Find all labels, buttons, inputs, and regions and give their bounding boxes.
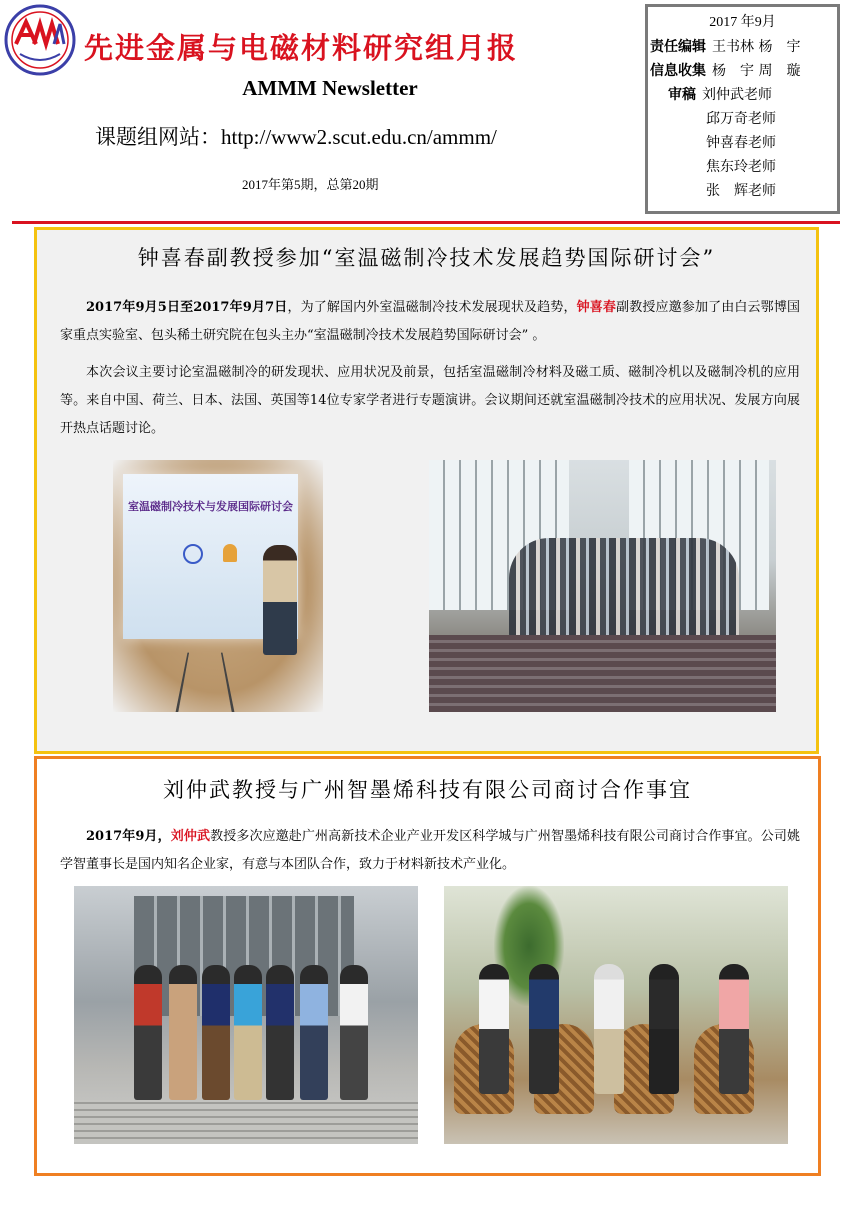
reviewer-name: 邱万奇老师 — [706, 111, 776, 127]
article-date: 2017年9月， — [86, 829, 171, 844]
person-figure — [479, 964, 509, 1094]
person-figure — [649, 964, 679, 1094]
person-figure — [169, 965, 197, 1100]
person-figure — [234, 965, 262, 1100]
attendee-crowd — [509, 538, 739, 638]
editorial-info-box — [645, 4, 840, 214]
person-figure — [594, 964, 624, 1094]
person-figure — [266, 965, 294, 1100]
highlight-name: 钟喜春 — [576, 300, 617, 315]
photo-team-outdoor — [74, 886, 418, 1144]
person-figure — [134, 965, 162, 1100]
editor-label: 责任编辑 — [650, 39, 706, 55]
issue-number: 2017年第5期，总第20期 — [242, 177, 379, 192]
article-title: 钟喜春副教授参加“室温磁制冷技术发展趋势国际研讨会” — [137, 246, 716, 270]
article-title: 刘仲武教授与广州智墨烯科技有限公司商讨合作事宜 — [163, 778, 692, 802]
reviewer-name: 刘仲武老师 — [702, 87, 772, 103]
speaker-figure — [263, 545, 297, 655]
paragraph-text: 教授多次应邀赴广州高新技术企业产业开发区科学城与广州智墨烯科技有限公司商讨合作事宜。公司姚学智董事长是国内知名企业家，有意与本团队合作，致力于材料新技术产业化。 — [60, 829, 800, 872]
reviewer-name: 张 辉老师 — [706, 183, 776, 199]
issue-date: 2017 年9月 — [709, 15, 776, 30]
photo-conference-speaker — [113, 460, 323, 712]
person-figure — [719, 964, 749, 1094]
staircase — [429, 635, 776, 712]
website-link[interactable]: http://www2.scut.edu.cn/ammm/ — [221, 125, 497, 149]
masthead-divider — [12, 221, 840, 224]
screen-title: 室温磁制冷技术与发展国际研讨会 — [128, 500, 293, 513]
screen-logo — [223, 544, 237, 562]
newsletter-title: 先进金属与电磁材料研究组月报 — [84, 31, 519, 65]
article-paragraph: 本次会议主要讨论室温磁制冷的研发现状、应用状况及前景，包括室温磁制冷材料及磁工质、磁制冷机以及磁制冷机的应用等。来自中国、荷兰、日本、法国、英国等14位专家学者进行专题演讲。会议期间还就室温磁制冷技术的应用状况、发展方向展开热点话题讨论。 — [60, 365, 800, 436]
website-label: 课题组网站： — [95, 125, 221, 149]
group-logo — [4, 4, 76, 76]
website-line — [95, 121, 497, 151]
person-figure — [300, 965, 328, 1100]
person-figure — [340, 965, 368, 1100]
info-collection-row — [648, 59, 837, 83]
editor-row — [648, 35, 837, 59]
review-label: 审稿 — [668, 87, 696, 103]
info-collection-names: 杨 宇 周 璇 — [712, 63, 801, 79]
article-cooperation — [34, 756, 821, 1176]
article-conference — [34, 227, 819, 754]
reviewer-name: 钟喜春老师 — [706, 135, 776, 151]
article-paragraph — [60, 823, 800, 879]
tripod — [175, 653, 234, 712]
article-date: 2017年9月5日至2017年9月7日 — [86, 300, 288, 315]
newsletter-english-title: AMMM Newsletter — [242, 76, 418, 100]
info-collection-label: 信息收集 — [650, 63, 706, 79]
highlight-name: 刘仲武 — [170, 829, 211, 844]
editor-names: 王书林 杨 宇 — [712, 39, 801, 55]
review-row — [648, 83, 837, 107]
photo-meeting-indoor — [444, 886, 788, 1144]
article-paragraph — [60, 294, 800, 350]
reviewer-name: 焦东玲老师 — [706, 159, 776, 175]
photo-group-attendees — [429, 460, 776, 712]
paragraph-text: ，为了解国内外室温磁制冷技术发展现状及趋势， — [287, 300, 577, 315]
person-figure — [529, 964, 559, 1094]
person-figure — [202, 965, 230, 1100]
paragraph-text: 副教授应邀参加了由白云鄂博国家重点实验室、包头稀土研究院在包头主办“室温磁制冷技术发展趋势国际研讨会” 。 — [60, 300, 800, 343]
entrance-steps — [74, 1100, 418, 1144]
screen-logo — [183, 544, 203, 564]
